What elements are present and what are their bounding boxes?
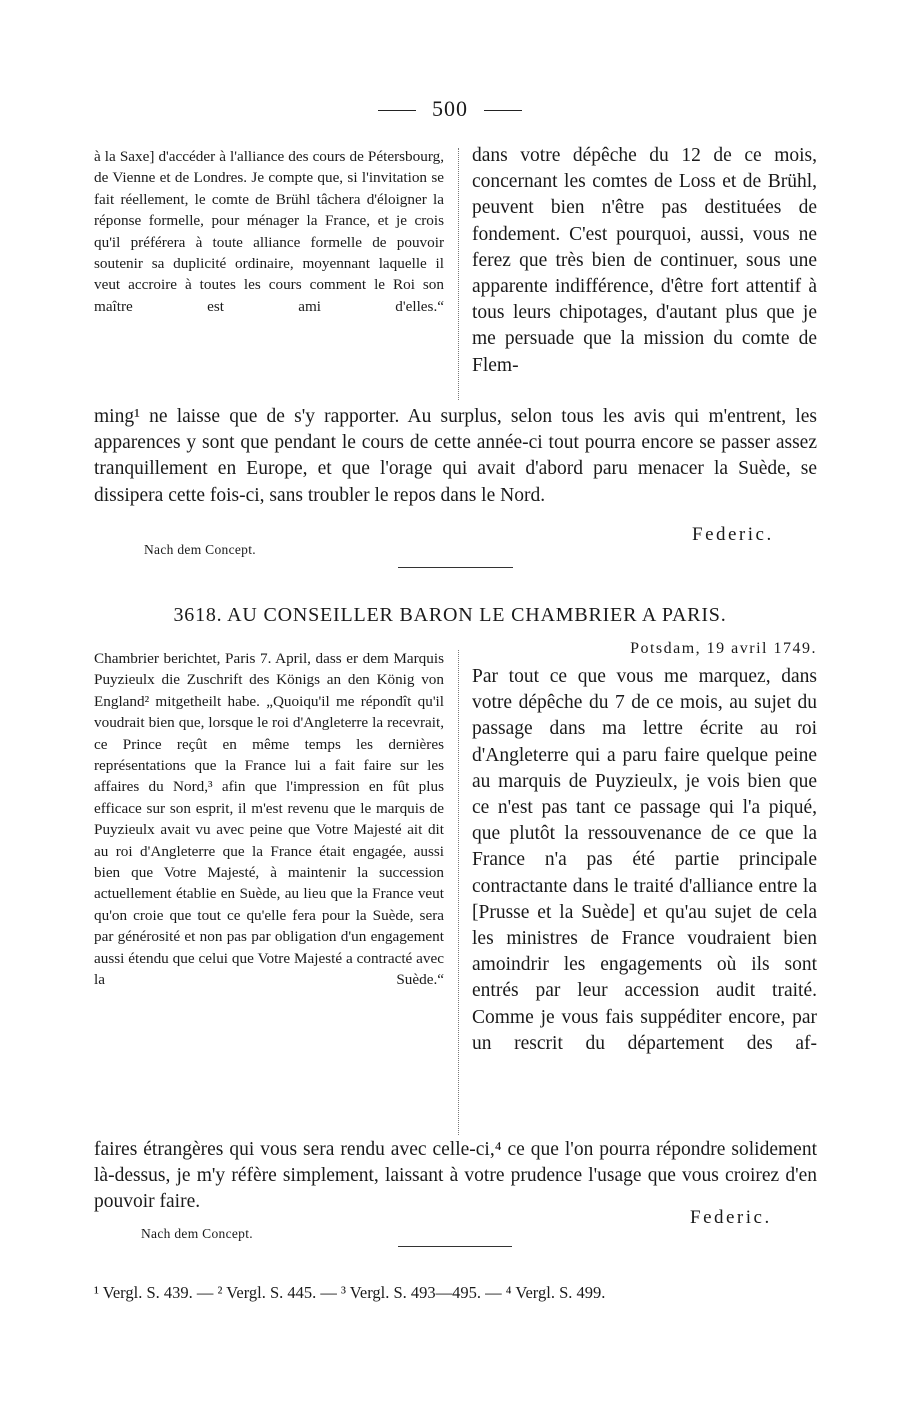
section-left-text: Chambrier berichtet, Paris 7. April, dass er dem Marquis Puyzieulx die Zuschrift des Königs an den König von England² mitgetheilt habe. „Quoiqu'il me répondît qu'il voudrait bien que, lorsque le roi d'Angleterre la recevrait, ce Prince reçût en même temps les dernières représentations que la France lui a fait faire sur les affaires du Nord,³ afin que l'impression en fût plus efficace sur son esprit, il m'est revenu que le marquis de Puyzieulx avait vu avec peine que Votre Majesté ait dit au roi d'Angleterre que la France était engagée, aussi bien que Votre Majesté, à maintenir la succession actuellement établie en Suède, au lieu que la France veut qu'on croie que tout ce qu'elle fera pour la Suède, sera par générosité et non pas par obligation d'un engagement aussi étendu que celui que Votre Majesté a contracté avec la Suède.“ <box>94 650 444 989</box>
column-divider-section <box>458 650 459 1135</box>
section-continuation-text: faires étrangères qui vous sera rendu avec celle-ci,⁴ ce que l'on pourra répondre solidement là-dessus, je m'y réfère simplement, laissant à votre prudence l'usage que vous croirez d'en pouvoir faire. <box>94 1139 817 1213</box>
section-continuation <box>94 1137 817 1216</box>
dash-right <box>484 110 522 111</box>
section-source-note: Nach dem Concept. <box>141 1226 253 1241</box>
top-signature: Federic. <box>692 524 774 545</box>
footnotes-text: ¹ Vergl. S. 439. — ² Vergl. S. 445. — ³ Vergl. S. 493—495. — ⁴ Vergl. S. 499. <box>94 1283 606 1302</box>
section-dateline: Potsdam, 19 avril 1749. <box>630 640 817 657</box>
top-right-text: dans votre dépêche du 12 de ce mois, concernant les comtes de Loss et de Brühl, peuvent bien n'être pas destituées de fondement. C'est pourquoi, aussi, vous ne ferez que très bien de continuer, sous une apparente indifférence, d'être fort attentif à tous leurs chipotages, d'autant plus que je me persuade que la mission du comte de Flem- <box>472 145 817 376</box>
section-signature: Federic. <box>690 1207 772 1228</box>
section-right-column <box>472 664 817 1057</box>
section-right-text: Par tout ce que vous me marquez, dans votre dépêche du 7 de ce mois, au sujet du passage dans ma lettre écrite au roi d'Angleterre qui a paru faire quelque peine au marquis de Puyzieulx, je vois bien que ce n'est pas tant ce passage qui l'a piqué, que plutôt la ressouvenance de ce que la France n'a pas été partie principale contractante dans le traité d'alliance entre la [Prusse et la Suède] et qu'au sujet de cela les ministres de France voudraient bien amoindrir les engagements où ils sont entrés par leur accession audit traité. Comme je vous fais suppéditer encore, par un rescrit du département des af- <box>472 666 817 1054</box>
top-continuation <box>94 404 817 509</box>
section-separator-rule <box>398 1246 512 1247</box>
page-number: 500 <box>432 96 468 121</box>
footnotes <box>94 1280 817 1306</box>
top-continuation-text: ming¹ ne laisse que de s'y rapporter. Au surplus, selon tous les avis qui m'entrent, les apparences y sont que pendant le cours de cette année-ci tout pourra encore se passer assez tranquillement en Europe, et que l'orage qui avait d'abord paru menacer la Suède, se dissipera cette fois-ci, sans troubler le repos dans le Nord. <box>94 406 817 506</box>
page-number-line <box>0 96 900 122</box>
column-divider-top <box>458 148 459 400</box>
top-right-column <box>472 143 817 379</box>
top-left-text: à la Saxe] d'accéder à l'alliance des cours de Pétersbourg, de Vienne et de Londres. Je compte que, si l'invitation se fait réellement, le comte de Brühl tâchera d'éloigner la réponse formelle, pour ménager la France, et je crois qu'il préférera à toute alliance formelle de pouvoir soutenir sa duplicité ordinaire, moyennant laquelle il veut accroire à toutes les cours comment le Roi son maître est ami d'elles.“ <box>94 148 444 315</box>
section-heading: 3618. AU CONSEILLER BARON LE CHAMBRIER A PARIS. <box>173 604 727 626</box>
top-left-column <box>94 146 444 317</box>
dash-left <box>378 110 416 111</box>
top-source-note: Nach dem Concept. <box>144 542 256 557</box>
section-left-column <box>94 648 444 991</box>
top-separator-rule <box>398 567 513 568</box>
